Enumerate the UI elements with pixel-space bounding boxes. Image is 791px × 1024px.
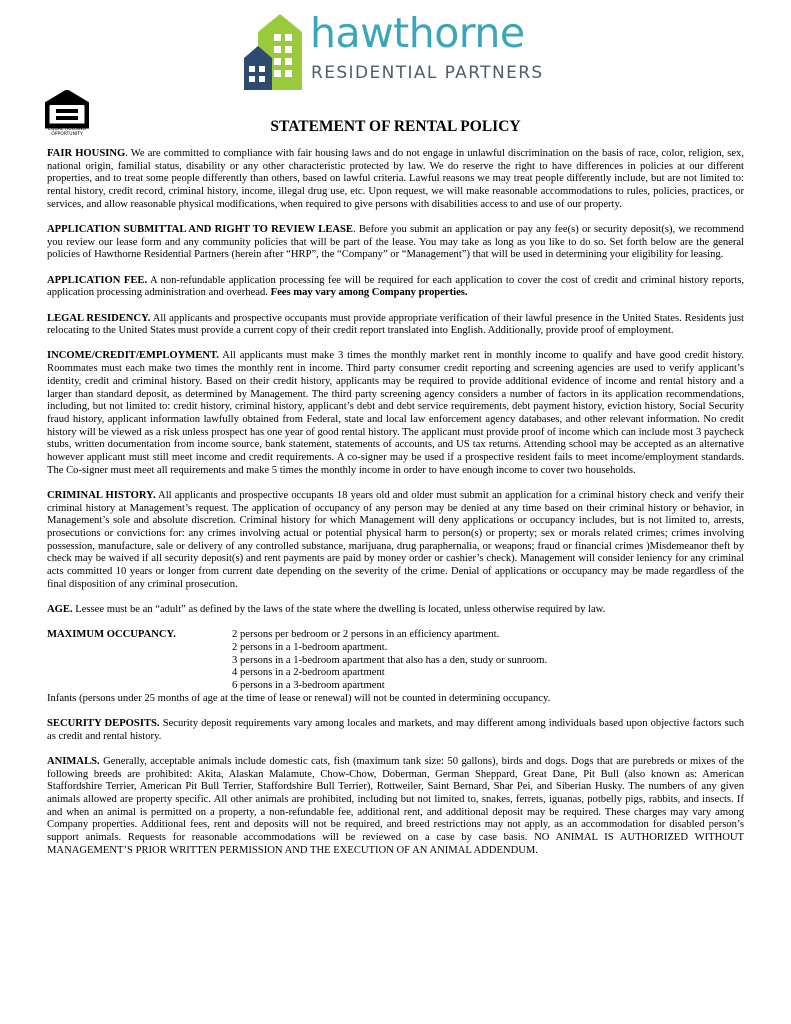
occupancy-item: 3 persons in a 1-bedroom apartment that also has a den, study or sunroom.	[232, 654, 548, 666]
section-heading: INCOME/CREDIT/EMPLOYMENT.	[47, 350, 219, 362]
occupancy-item: 2 persons in a 1-bedroom apartment.	[232, 642, 388, 653]
section-heading: CRIMINAL HISTORY.	[47, 489, 156, 501]
occupancy-item: 6 persons in a 3-bedroom apartment	[232, 680, 385, 692]
section-heading: APPLICATION SUBMITTAL AND RIGHT TO REVIEW LEASE	[47, 224, 353, 236]
fair-housing-section	[47, 148, 744, 212]
section-text: Lessee must be an “adult” as defined by the laws of the state where the dwelling is located, unless otherwise required by law.	[72, 604, 606, 616]
brand-name: hawthorne	[310, 9, 525, 57]
section-emphasis: Fees may vary among Company properties.	[270, 287, 468, 299]
section-heading: LEGAL RESIDENCY.	[47, 312, 151, 324]
building-icon	[244, 12, 310, 90]
section-text: All applicants and prospective occupants 18 years old and older must submit an application for a criminal history check and verify their criminal history at Management’s request. The application of occupancy of any person may be denied at any time based on their criminal history or behavior, in Management’s sole and absolute discretion. Criminal history for which Management will deny applications or occupancy includes, but is not limited to, arrests, prosecutions or convictions for: any crimes involving actual or potential physical harm to person(s) or property; sex or morals related crimes; crimes involving possession, manufacture, sale or delivery of any controlled substance, marijuana, drug paraphernalia, or weapons; fraud or financial crimes )Misdemeanor theft by check may be waived if all security deposit(s) and rent payments are paid by money order or cashier’s check). Management will consider leniency for any criminal acts committed 10 years or longer from current date depending on the severity of the crime. Denial of applications or occupancy may be made regardless of the final disposition of any criminal prosecution.	[47, 489, 744, 590]
animals-section	[47, 756, 744, 858]
brand-subtitle: RESIDENTIAL PARTNERS	[311, 63, 544, 83]
section-text: All applicants must make 3 times the monthly market rent in monthly income to qualify and have good credit history. Roommates must each make two times the monthly rent in income. Third party consumer credit reporting and screening agencies are used to verify applicant’s identity, credit and criminal history. Based on their credit history, applicants may be required to provide additional evidence of income and rental history and a larger than standard deposit, as determined by Management. The third party screening agency considers a number of factors in its application recommendations, including, but not limited to: credit history, criminal history, applicant’s debt and debt service requirements, debt payment history, eviction history, Social Security fraud history, applicant information lawfully obtained from Federal, state and local law enforcement agency databases, and other relevant information. No credit history will be viewed as a risk unless prospect has one year of good rental history. The applicant must provide proof of income which can include most 3 paycheck stubs, written documentation from income source, bank statement, statements of accounts, and US tax returns. Attending school may be accepted as an alternative however applicant must still meet income and credit requirements. A co-signer may be used if a prospective resident fails to meet income/employment standards. The Co-signer must meet all requirements and make 5 times the monthly income in order to have enough income to cover two households.	[47, 350, 744, 476]
company-logo	[244, 9, 544, 92]
security-deposits-section	[47, 718, 744, 743]
income-credit-employment-section	[47, 350, 744, 477]
section-text: . We are committed to compliance with fair housing laws and do not engage in unlawful discrimination on the basis of race, color, religion, sex, national origin, familial status, disability or any other characteristic protected by law. We do reserve the right to have differences in policies at our different properties, and to treat some people differently than others, based on lawful criteria. Lawful reasons we may treat people differently include, but are not limited to: rental history, credit record, criminal history, income, illegal drug use, etc. Upon request, we will make reasonable accommodations to rules, policies, practices, or services, and allow reasonable physical modifications, when required to give persons with disabilities access to and use of our property.	[47, 148, 745, 210]
document-title: STATEMENT OF RENTAL POLICY	[270, 118, 521, 135]
occupancy-table	[47, 629, 744, 693]
section-text: All applicants and prospective occupants must provide appropriate verification of their lawful presence in the United States. Residents just relocating to the United States must provide a current copy of their credit report translated into English. Additionally, provide proof of employment.	[47, 312, 744, 337]
occupancy-item: 2 persons per bedroom or 2 persons in an efficiency apartment.	[232, 629, 500, 641]
application-submittal-section	[47, 224, 744, 262]
maximum-occupancy-section	[47, 629, 744, 705]
occupancy-item: 4 persons in a 2-bedroom apartment	[232, 667, 385, 679]
document-body	[47, 148, 744, 870]
section-heading: FAIR HOUSING	[47, 148, 126, 159]
section-heading: SECURITY DEPOSITS.	[47, 718, 160, 730]
section-heading: APPLICATION FEE.	[47, 274, 148, 286]
section-text: Security deposit requirements vary among locales and markets, and may different among individuals based upon objective factors such as credit and rental history.	[47, 718, 744, 742]
age-section	[47, 604, 744, 617]
section-heading: MAXIMUM OCCUPANCY.	[47, 629, 176, 641]
application-fee-section	[47, 275, 744, 300]
section-text: Generally, acceptable animals include domestic cats, fish (maximum tank size: 50 gallons), birds and dogs. Dogs that are purebreds or mixes of the following breeds are prohibited: Akita, Alaskan Malamute, Chow-Chow, Doberman, German Sheppard, Great Dane, Pit Bull (also known as: American Staffordshire Terrier, American Pit Bull Terrier, Staffordshire Bull Terrier), Rottweiler, Saint Bernard, Shar Pei, and Siberian Husky. The numbers of any given animals allowed are property specific. All other animals are prohibited, including but not limited to, snakes, ferrets, iguanas, potbelly pigs, rabbits, and insects. If and when an animal is permitted on a property, a non-refundable fee, additional rent, and additional deposit may be required. These charges may vary among Company properties. Additional fees, rent and deposits will not be required, and breed restrictions may not apply, as an accommodation for disabled person’s support animals. Requests for reasonable accommodations will be reviewed on a case by case basis. NO ANIMAL IS AUTHORIZED WITHOUT MANAGEMENT’S PRIOR WRITTEN PERMISSION AND THE EXECUTION OF AN ANIMAL ADDENDUM.	[47, 755, 744, 856]
section-heading: AGE.	[47, 604, 73, 616]
eho-caption: EQUAL HOUSING OPPORTUNITY	[48, 127, 86, 137]
criminal-history-section	[47, 490, 744, 592]
section-heading: ANIMALS.	[47, 755, 100, 767]
legal-residency-section	[47, 313, 744, 338]
occupancy-note: Infants (persons under 25 months of age at the time of lease or renewal) will not be counted in determining occupancy.	[47, 692, 551, 704]
section-text: . Before you submit an application or pay any fee(s) or security deposit(s), we recommend you review our lease form and any community policies that will be part of the lease. You may take as long as you like to do so. Set forth below are the general policies of Hawthorne Residential Partners (herein after “HRP”, the “Company” or “Management”) that will be used in determining your eligibility for leasing.	[47, 224, 744, 261]
occupancy-list	[232, 629, 547, 693]
section-text: A non-refundable application processing fee will be required for each application to cover the cost of credit and criminal history reports, application processing administration and overhead.	[47, 274, 744, 299]
